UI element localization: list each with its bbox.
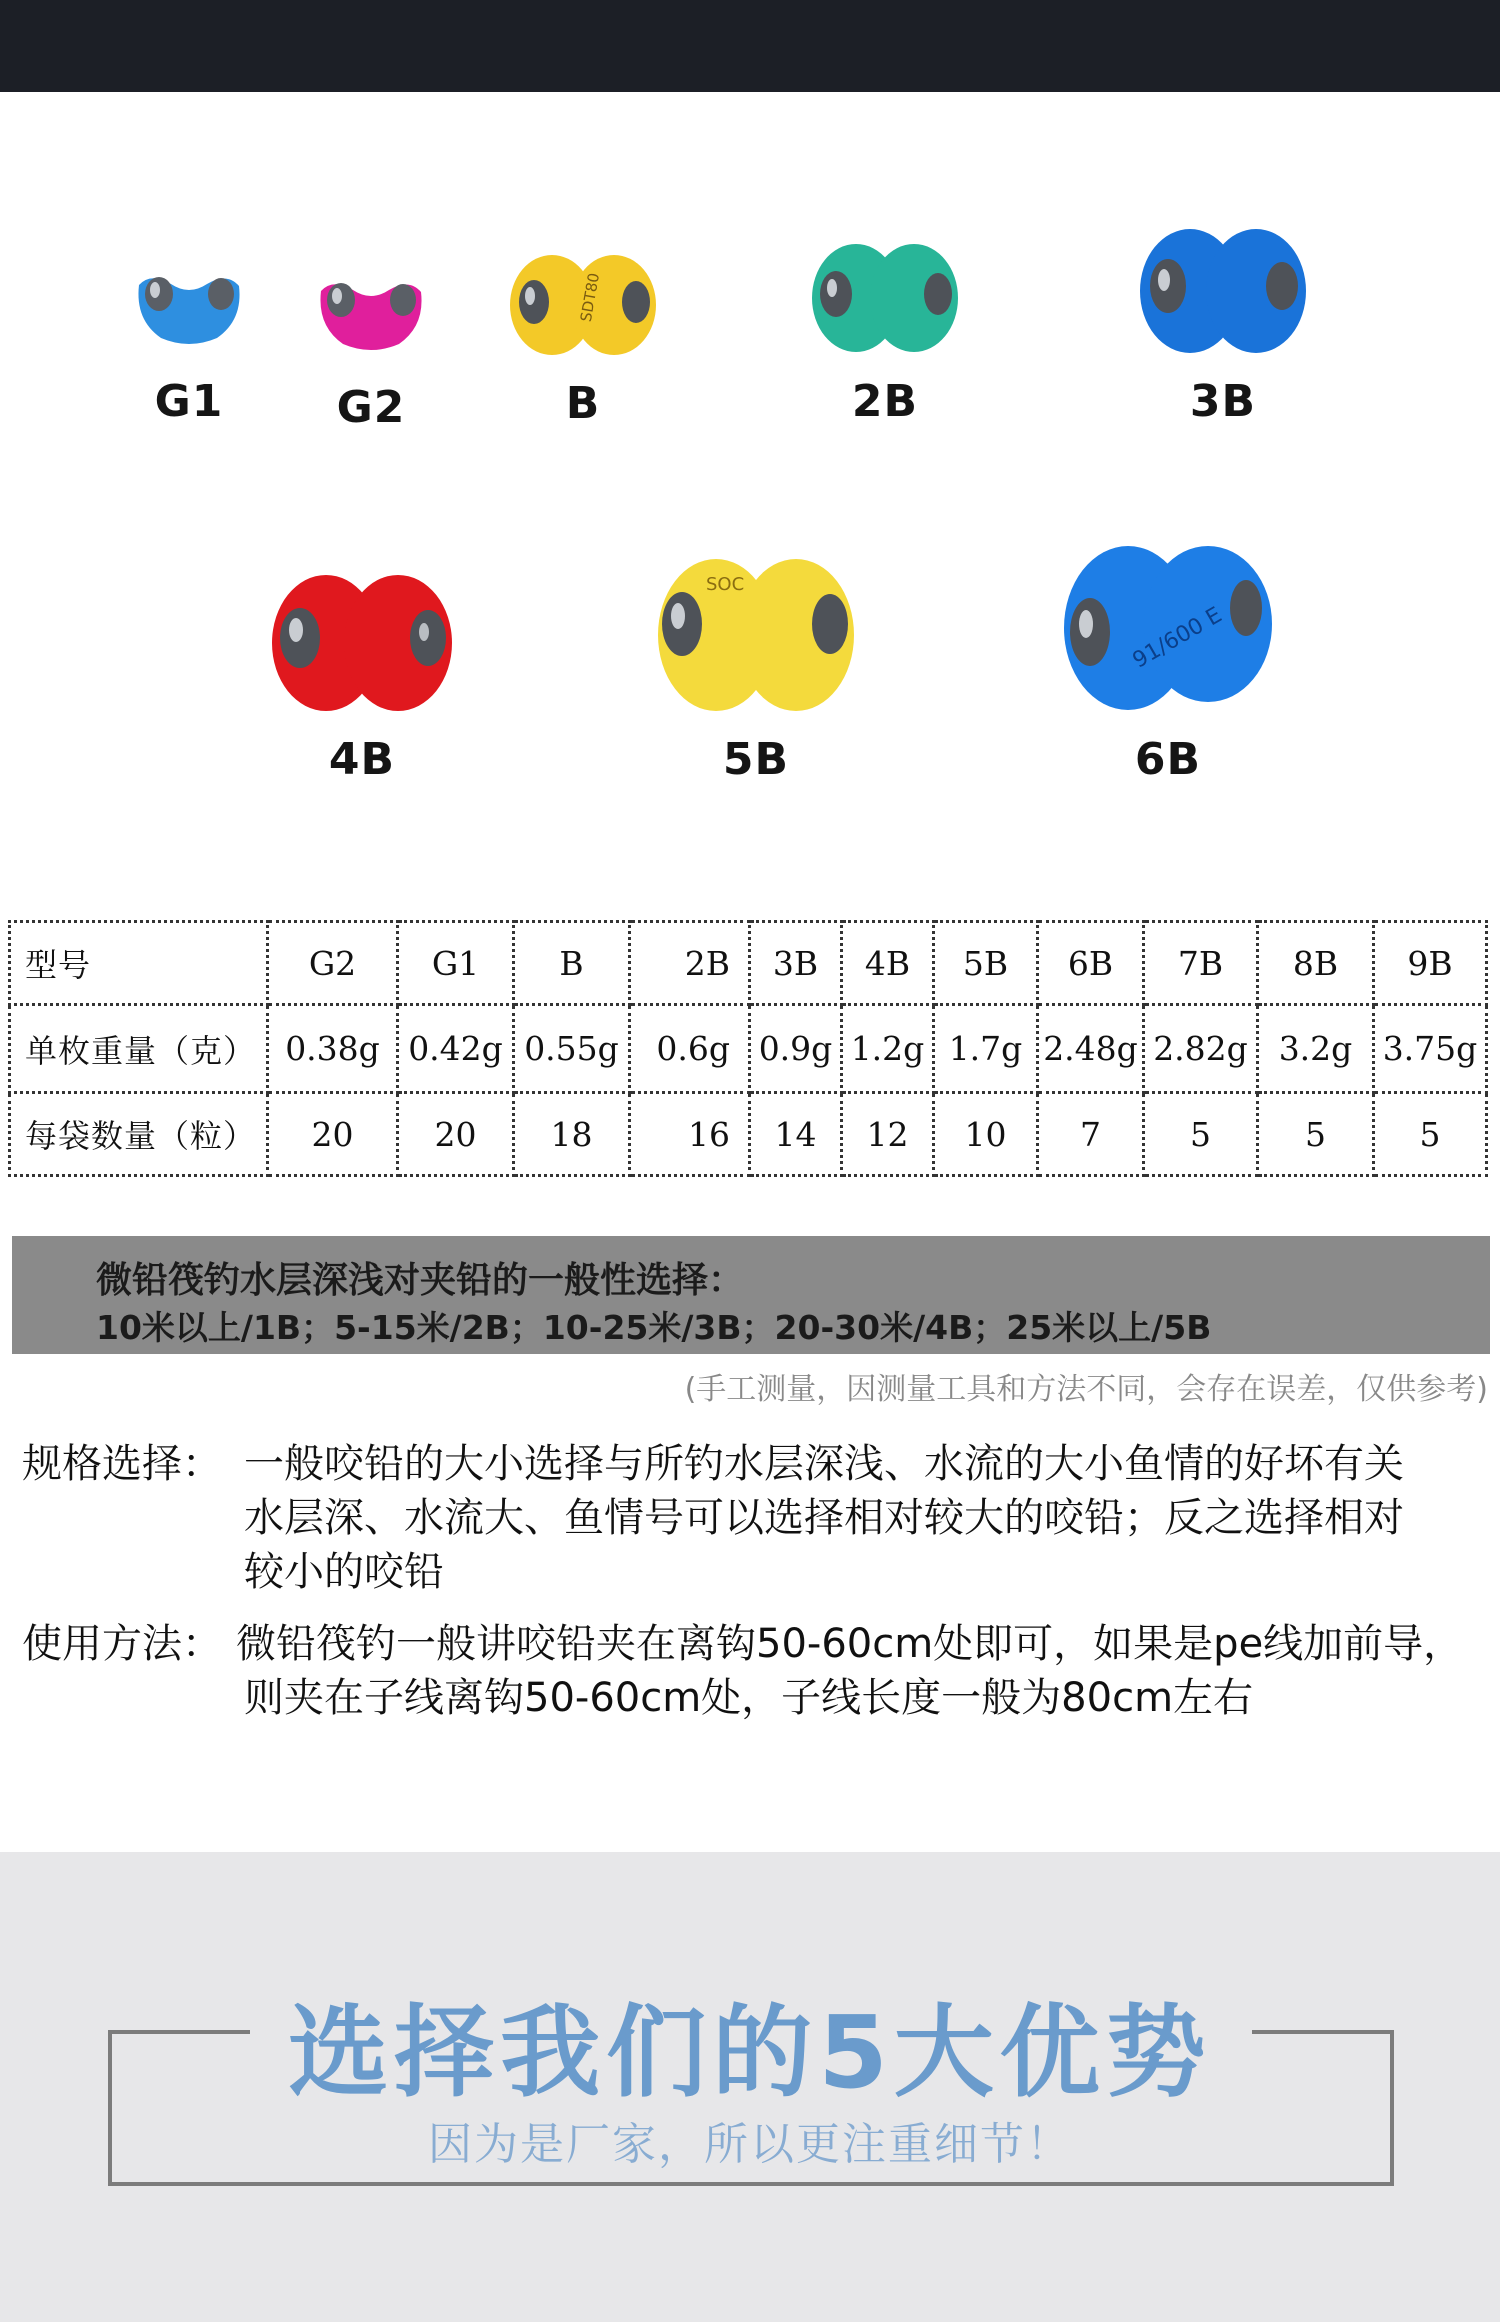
table-row-model bbox=[10, 922, 1487, 1005]
table-cell: 5 bbox=[1258, 1093, 1374, 1176]
sinker-5b-imprint: SOC bbox=[706, 574, 745, 595]
table-cell: 3B bbox=[750, 922, 842, 1005]
table-cell: 1.2g bbox=[842, 1005, 934, 1093]
table-cell: 3.75g bbox=[1374, 1005, 1487, 1093]
table-cell: G2 bbox=[268, 922, 398, 1005]
row-header: 每袋数量（粒） bbox=[10, 1093, 268, 1176]
sinker-b-label: B bbox=[565, 378, 601, 429]
table-cell: 5 bbox=[1374, 1093, 1487, 1176]
usage-label: 使用方法： bbox=[22, 1621, 222, 1667]
sinker-4b-image bbox=[270, 568, 454, 718]
table-cell: 9B bbox=[1374, 922, 1487, 1005]
sinker-3b bbox=[1138, 222, 1308, 427]
sinker-g1-image bbox=[129, 250, 249, 360]
table-cell: G1 bbox=[398, 922, 514, 1005]
table-cell: 0.42g bbox=[398, 1005, 514, 1093]
table-cell: 5B bbox=[934, 922, 1038, 1005]
table-cell: 7 bbox=[1038, 1093, 1144, 1176]
depth-guide-title: 微铅筏钓水层深浅对夹铅的一般性选择： bbox=[96, 1260, 745, 1301]
table-row-weight bbox=[10, 1005, 1487, 1093]
table-cell: 8B bbox=[1258, 922, 1374, 1005]
sinker-g1 bbox=[124, 250, 254, 427]
table-cell: 16 bbox=[630, 1093, 750, 1176]
spec-table bbox=[8, 920, 1488, 1177]
table-cell: 2.48g bbox=[1038, 1005, 1144, 1093]
measurement-note: (手工测量，因测量工具和方法不同，会存在误差，仅供参考) bbox=[684, 1372, 1488, 1407]
spec-selection-label: 规格选择： bbox=[22, 1441, 222, 1487]
spec-selection-line: 一般咬铅的大小选择与所钓水层深浅、水流的大小鱼情的好坏有关 bbox=[244, 1441, 1404, 1487]
table-cell: 4B bbox=[842, 922, 934, 1005]
row-header: 单枚重量（克） bbox=[10, 1005, 268, 1093]
sinker-6b bbox=[1062, 538, 1274, 785]
usage-line: 则夹在子线离钩50-60cm处，子线长度一般为80cm左右 bbox=[244, 1675, 1254, 1721]
sinker-4b bbox=[270, 568, 454, 785]
advantages-title: 选择我们的5大优势 bbox=[288, 1994, 1212, 2111]
spec-selection-line: 水层深、水流大、鱼情号可以选择相对较大的咬铅；反之选择相对 bbox=[244, 1495, 1404, 1541]
spec-selection-paragraph bbox=[22, 1432, 1492, 1595]
usage-paragraph bbox=[22, 1612, 1492, 1722]
sinker-6b-image bbox=[1062, 538, 1274, 718]
sinker-2b-label: 2B bbox=[851, 376, 919, 427]
table-cell: 18 bbox=[514, 1093, 630, 1176]
table-cell: 12 bbox=[842, 1093, 934, 1176]
top-bar bbox=[0, 0, 1500, 92]
depth-guide-box bbox=[12, 1236, 1490, 1354]
sinker-5b-label: 5B bbox=[722, 734, 790, 785]
table-cell: 20 bbox=[268, 1093, 398, 1176]
table-cell: 0.38g bbox=[268, 1005, 398, 1093]
table-cell: 1.7g bbox=[934, 1005, 1038, 1093]
table-cell: 10 bbox=[934, 1093, 1038, 1176]
depth-guide-ranges: 10米以上/1B；5-15米/2B；10-25米/3B；20-30米/4B；25米以上/5B bbox=[96, 1308, 1212, 1347]
sinker-5b bbox=[656, 552, 856, 785]
sinker-g2 bbox=[306, 256, 436, 433]
sinker-2b bbox=[810, 236, 960, 427]
usage-line: 微铅筏钓一般讲咬铅夹在离钩50-60cm处即可，如果是pe线加前导， bbox=[236, 1621, 1464, 1667]
table-cell: 20 bbox=[398, 1093, 514, 1176]
sinker-g1-label: G1 bbox=[154, 376, 224, 427]
advantages-banner bbox=[0, 1852, 1500, 2322]
table-cell: 3.2g bbox=[1258, 1005, 1374, 1093]
sinker-6b-imprint: 91/600 E bbox=[1128, 602, 1227, 674]
sinker-5b-image bbox=[656, 552, 856, 718]
sinker-3b-image bbox=[1138, 222, 1308, 360]
sinker-2b-image bbox=[810, 236, 960, 360]
row-header: 型号 bbox=[10, 922, 268, 1005]
sinker-b-image bbox=[508, 248, 658, 362]
table-cell: 2B bbox=[630, 922, 750, 1005]
spec-selection-line: 较小的咬铅 bbox=[244, 1549, 444, 1595]
table-cell: B bbox=[514, 922, 630, 1005]
table-cell: 0.55g bbox=[514, 1005, 630, 1093]
table-cell: 14 bbox=[750, 1093, 842, 1176]
sinker-g2-image bbox=[311, 256, 431, 366]
sinker-b-imprint: SDT80 bbox=[576, 271, 604, 324]
sinker-b bbox=[508, 248, 658, 429]
advantages-subtitle: 因为是厂家，所以更注重细节！ bbox=[428, 2119, 1072, 2170]
table-cell: 6B bbox=[1038, 922, 1144, 1005]
table-row-quantity bbox=[10, 1093, 1487, 1176]
table-cell: 5 bbox=[1144, 1093, 1258, 1176]
sinker-g2-label: G2 bbox=[336, 382, 406, 433]
sinker-6b-label: 6B bbox=[1134, 734, 1202, 785]
table-cell: 0.6g bbox=[630, 1005, 750, 1093]
table-cell: 2.82g bbox=[1144, 1005, 1258, 1093]
sinker-4b-label: 4B bbox=[328, 734, 396, 785]
table-cell: 0.9g bbox=[750, 1005, 842, 1093]
table-cell: 7B bbox=[1144, 922, 1258, 1005]
sinker-3b-label: 3B bbox=[1189, 376, 1257, 427]
